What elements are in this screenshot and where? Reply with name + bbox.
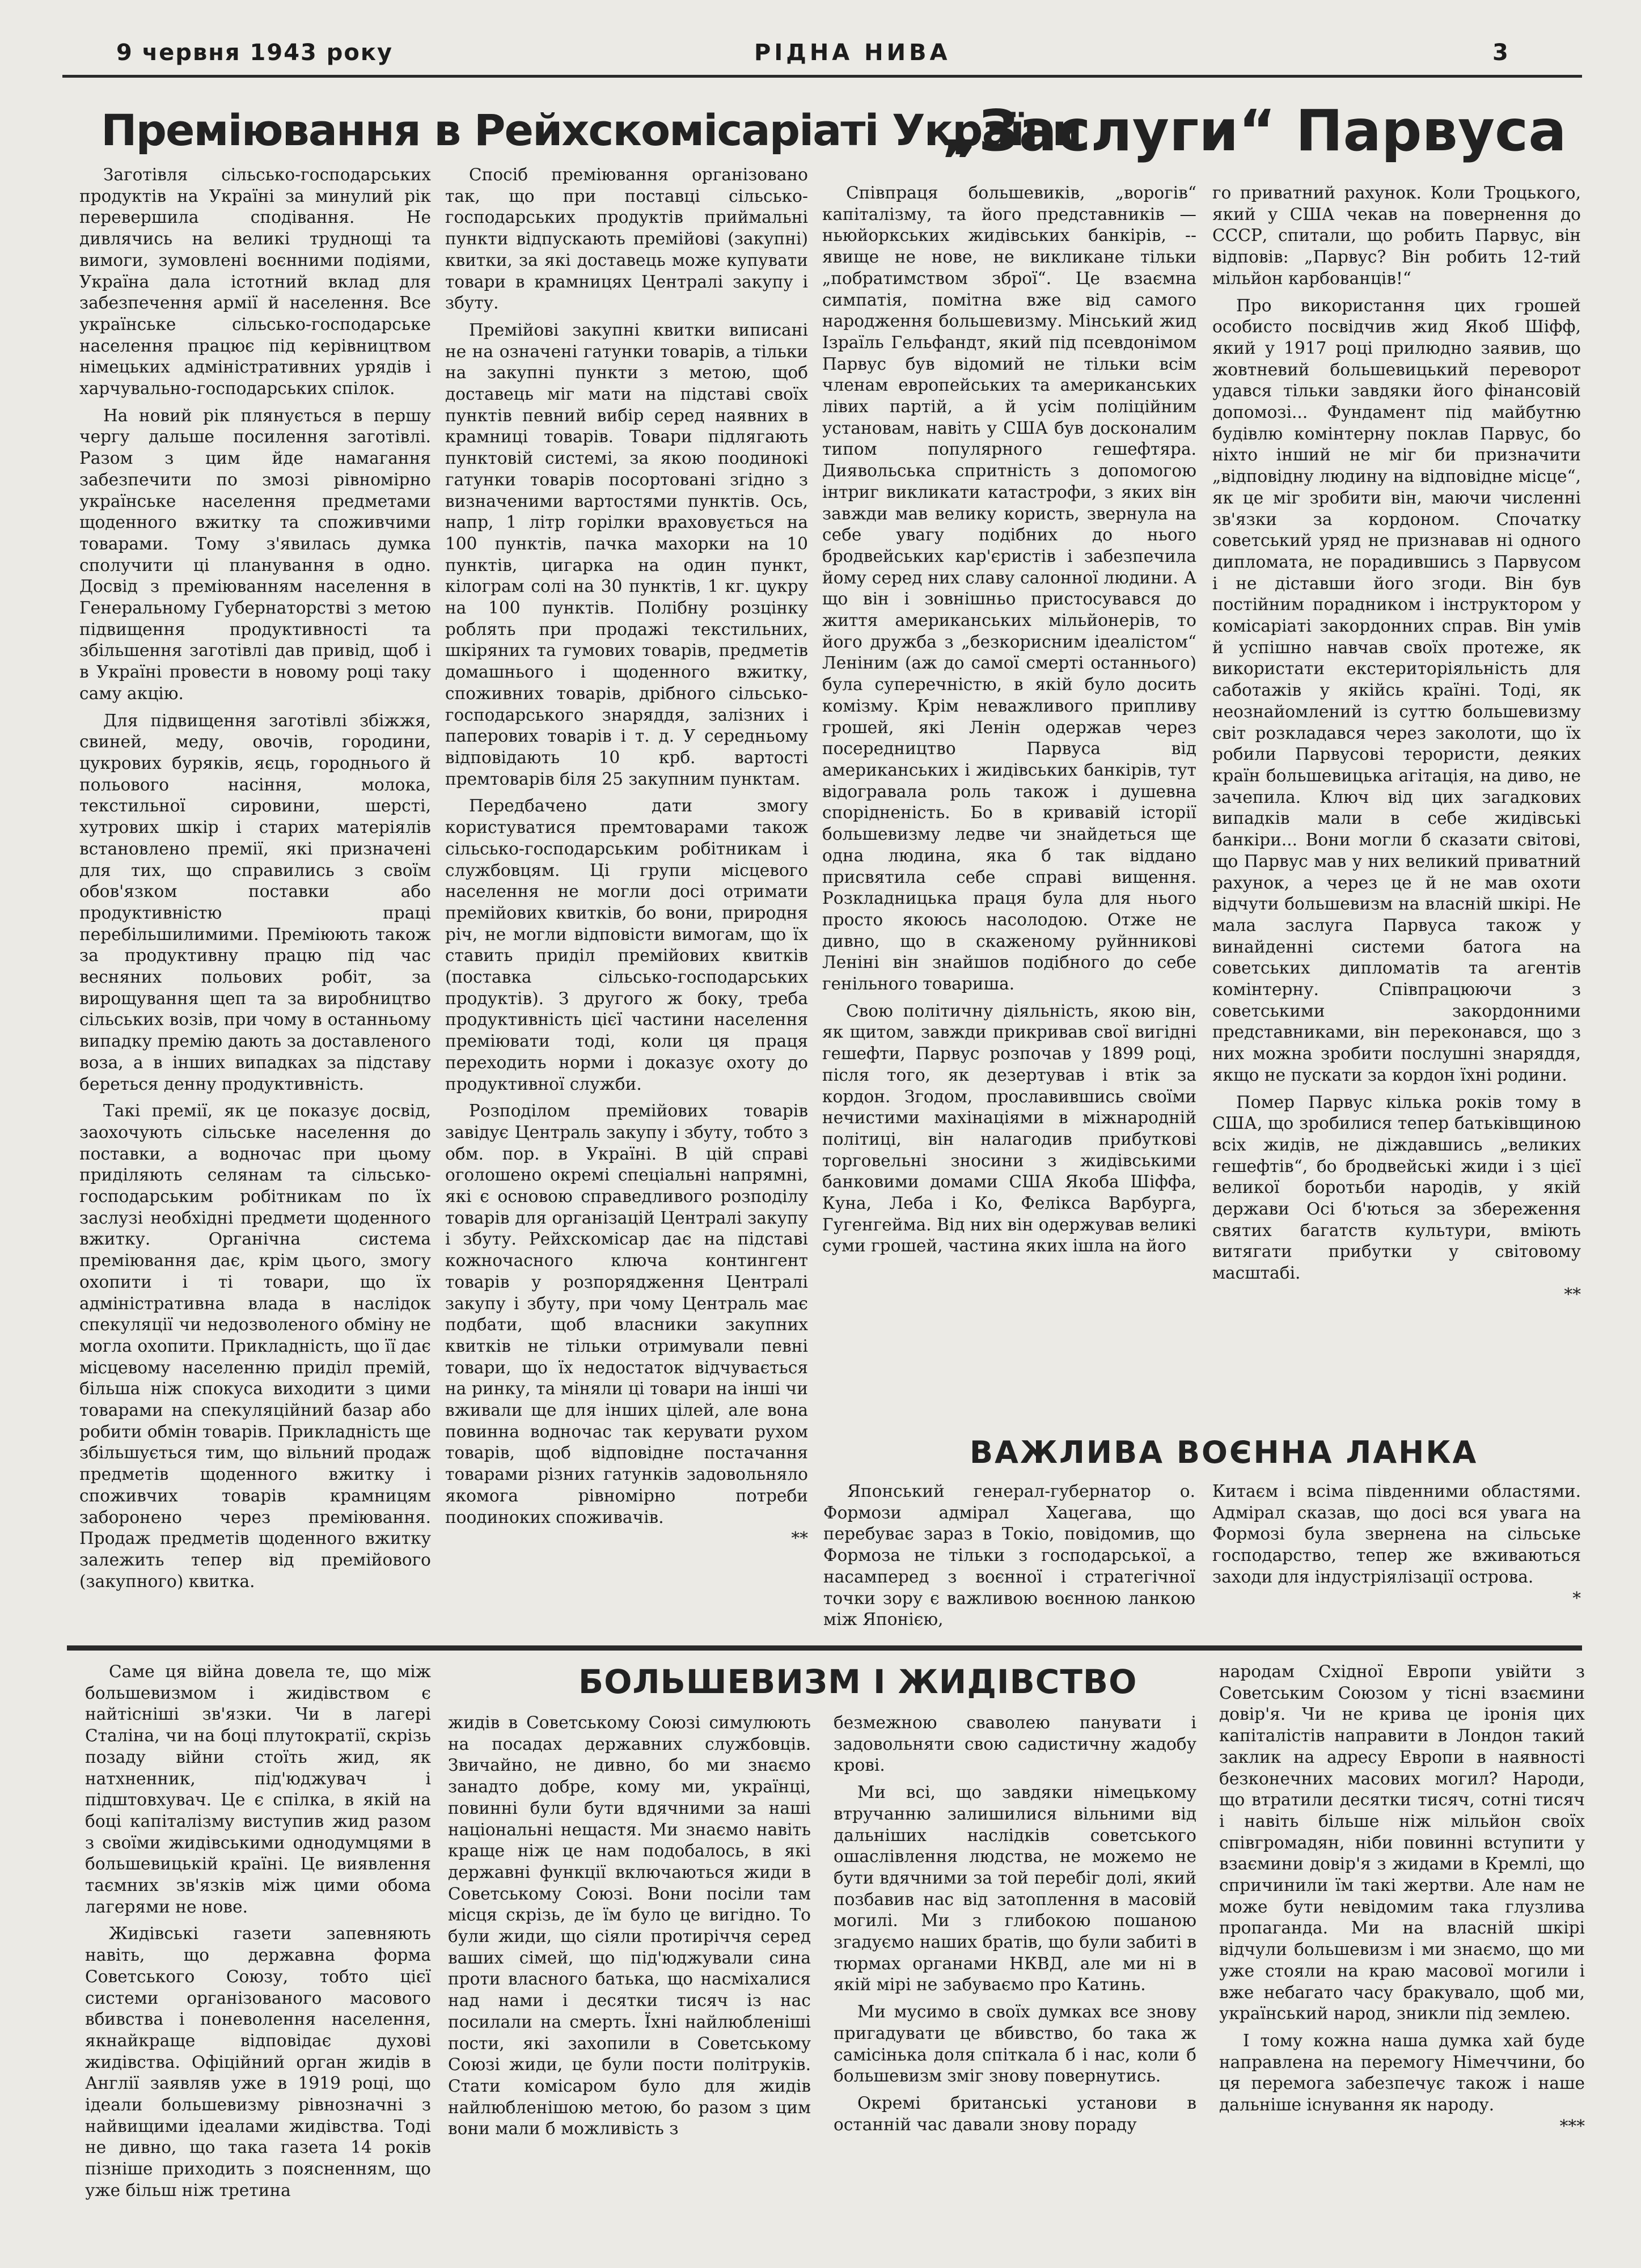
paragraph: го приватний рахунок. Коли Троцького, який у США чекав на повернення до СССР, спитали, що робить Парвус, він відповів: „Парвус? Він робить 12-тий мільйон карбованців!“: [1212, 183, 1581, 288]
paragraph: Окремі британські установи в останній час давали знову пораду: [834, 2093, 1196, 2134]
paragraph: Китаєм і всіма південними областями. Адмірал сказав, що досі вся увага на Формозі була звернена на сільське господарство, тепер же вживаються заходи для індустріялізації острова.: [1212, 1482, 1581, 1586]
paragraph: Жидівські газети запевняють навіть, що державна форма Советського Союзу, тобто цієї системи організованого масового вбивства і поневолення населення, якнайкраще відповідає духові жидівства. Офіційний орган жидів в Англії заявляв уже в 1919 році, що ідеали большевизму рівнозначні з найвищими ідеалами жидівства. Тоді не дивно, що така газета 14 років пізніше приходить з поясненням, що уже більш ніж третина: [85, 1924, 431, 2200]
paragraph: Саме ця війна довела те, що між большевизмом і жидівством є найтісніші зв'язки. Чи в лагері Сталіна, чи на боці плутократії, скрізь позаду війни стоїть жид, як натхненник, під'юджувач і підштовхувач. Це є спілка, в якій на боці капіталізму виступив жид разом з своїми жидівськими однодумцями в большевицькій країні. Це виявлення таємних зв'язків між цими обома лагерями не нове.: [85, 1662, 431, 1916]
article-signature: ***: [1559, 2116, 1585, 2136]
article-signature: **: [791, 1529, 808, 1548]
section-divider: [67, 1645, 1582, 1651]
article-bolshevism-col-4: [1219, 1661, 1585, 2234]
article-parvus-col-1: [822, 183, 1196, 1413]
paragraph: Для підвищення заготівлі збіжжя, свиней, меду, овочів, городини, цукрових буряків, яєць, городнього й польового насіння, молока, текстильної сировини, шерсті, хутрових шкір і старих матеріялів встановлено премії, які призначені для тих, що справились з своїм обов'язком поставки або продуктивністю праці перебільшилимими. Преміюють також за продуктивну працю під час весняних польових робіт, за вирощування щеп та за виробництво сільських возів, при чому в останньому випадку премію дають за доставленого воза, а в інших випадках за підставу береться денну продуктивність.: [79, 710, 431, 1094]
article-parvus-col-2: [1212, 183, 1581, 1413]
paragraph: Помер Парвус кілька років тому в США, що зробилися тепер батьківщиною всіх жидів, не діждавшись „великих гешефтів“, бо бродвейські жиди і з цієї великої боротьби народів, у якій держави Осі б'ються за збереження святих багатств культури, вміють витягати прибутки у світовому масштабі.: [1212, 1092, 1581, 1283]
article-bolshevism-col-1: [85, 1661, 431, 2234]
paragraph: народам Східної Европи увійти з Советським Союзом у тісні взаємини довір'я. Чи не крива це іронія цих капіталістів направити в Лондон такий заклик на адресу Европи в наявності безконечних масових могил? Народи, що втратили десятки тисяч, сотні тисяч і навіть більше ніж мільйон своїх співгромадян, ніби повинні вступити у взаємини довір'я з жидами в Кремлі, що спричинили їм такі жертви. Але нам не може бути невідомим така глузлива пропаганда. Ми на власній шкірі відчули большевизм і ми знаємо, що ми уже стояли на краю масової могили і вже небагато часу бракувало, щоб ми, український народ, зникли під землею.: [1219, 1662, 1585, 2024]
issue-date: 9 червня 1943 року: [116, 40, 394, 66]
article-bolshevism-title: БОЛЬШЕВИЗМ І ЖИДІВСТВО: [578, 1662, 1137, 1701]
paragraph: Розподілом премійових товарів завідує Централь закупу і збуту, тобто з обм. пор. в Україні. В цій справі оголошено окремі спеціальні напрямні, які є основою справедливого розподілу товарів для організацій Централі закупу і збуту. Рейхскомісар дає на підставі кожночасного ключа контингент товарів у розпорядження Централі закупу і збуту, при чому Централь має подбати, щоб власники закупних квитків не тільки отримували певні товари, що їх недостаток відчувається на ринку, та міняли ці товари на інші чи вживали ще для інших цілей, але вона повинна водночас так керувати рухом товарів, щоб відповідне постачання товарами різних гатунків задовольняло якомога рівномірно потреби поодиноких споживачів.: [445, 1101, 808, 1527]
article-premiums-title: Преміювання в Рейхскомісаріаті України: [101, 105, 1081, 155]
article-bolshevism-col-3: [834, 1712, 1196, 2234]
paragraph: І тому кожна наша думка хай буде направлена на перемогу Німеччини, бо ця перемога забезпечує також і наше дальніше існування як народу.: [1219, 2030, 1585, 2115]
newspaper-name: РІДНА НИВА: [754, 40, 951, 66]
paragraph: Спосіб преміювання організовано так, що при поставці сільсько-господарських продуктів приймальні пункти відпускають премійові (закупні) квитки, за які доставець може купувати товари в крамницях Централі закупу і збуту.: [445, 165, 808, 313]
paragraph: Свою політичну діяльність, якою він, як щитом, завжди прикривав свої вигідні гешефти, Парвус розпочав у 1899 році, після того, як дезертував і втік за кордон. Згодом, прославившись своїми нечистими махінаціями в міжнародній політиці, він налагодив прибуткові торговельні зносини з жидівськими банковими домами США Якоба Шіффа, Куна, Леба і Ко, Фелікса Варбурга, Гугенгейма. Від них він одержував великі суми грошей, частина яких ішла на його: [822, 1001, 1196, 1256]
paragraph: Передбачено дати змогу користуватися премтоварами також сільсько-господарським робітникам і службовцям. Ці групи місцевого населення не могли досі отримати премійових квитків, бо вони, природня річ, не могли відповісти вимогам, що їх ставить приділ премійових квитків (поставка сільсько-господарських продуктів). З другого ж боку, треба продуктивність цієї частини населення преміювати тоді, коли ця праця переходить норми і доказує охоту до продуктивної служби.: [445, 796, 808, 1094]
paragraph: Премійові закупні квитки виписані не на означені гатунки товарів, а тільки на закупні пункти з метою, щоб доставець міг мати на підставі своїх пунктів певний вибір серед наявних в крамниці товарів. Товари підлягають пунктовій системі, за якою поодинокі гатунки товарів посортовані згідно з визначеними вартостями пунктів. Ось, напр, 1 літр горілки враховується на 100 пунктів, пачка махорки на 10 пунктів, цигарка на один пункт, кілограм солі на 30 пунктів, 1 кг. цукру на 100 пунктів. Полібну розцінку роблять при продажі текстильних, шкіряних та гумових товарів, предметів домашнього і щоденного вжитку, споживних товарів, дрібного сільсько-господарського знаряддя, залізних і паперових товарів і т. д. У середньому відповідають 10 крб. вартості премтоварів біля 25 закупним пунктам.: [445, 320, 808, 789]
paragraph: жидів в Советському Союзі симулюють на посадах державних службовців. Звичайно, не дивно, бо ми знаємо занадто добре, кому ми, українці, повинні були бути вдячними за наші національні нещастя. Ми знаємо навіть краще ніж це нам подобалось, в які державні функції включаються жиди в Советському Союзі. Вони посіли там місця скрізь, де їм було це вигідно. То були жиди, що сіяли протиріччя серед ваших сімей, що під'юджували сина проти власного батька, що насміхалися над нами і десятки тисяч із нас посилали на смерть. Їхні найлюбленіші пости, які захопили в Советському Союзі жиди, це були пости політруків. Стати комісаром було для жидів найлюбленішою метою, бо разом з цим вони мали б можливість з: [448, 1713, 811, 2139]
article-premiums-col-1: [79, 164, 431, 1605]
article-bolshevism-col-2: [448, 1712, 811, 2234]
masthead-rule: [62, 75, 1582, 78]
page-number: 3: [1492, 40, 1510, 66]
paragraph: Ми всі, що завдяки німецькому втручанню залишилися вільними від дальніших наслідків советського ошаслівлення людства, не можемо не бути вдячними за той перебіг долі, який позбавив нас від затоплення в масовій могилі. Ми з глибокою пошаною згадуємо наших братів, що були забиті в тюрмах органами НКВД, але ми ні в якій мірі не забуваємо про Катинь.: [834, 1783, 1196, 1995]
paragraph: Заготівля сільсько-господарських продуктів на Україні за минулий рік перевершила сподівання. Не дивлячись на великі труднощі та вимоги, зумовлені воєнними подіями, Україна дала істотний вклад для забезпечення армії й населення. Все українське сільсько-господарське населення працює під керівництвом німецьких адміністративних урядів і харчувально-господарських спілок.: [79, 165, 431, 399]
paragraph: безмежною сваволею панувати і задовольняти свою садистичну жадобу крові.: [834, 1713, 1196, 1775]
article-war-link-title: ВАЖЛИВА ВОЄННА ЛАНКА: [970, 1435, 1478, 1470]
article-war-link-col-2: [1212, 1481, 1581, 1651]
paragraph: Про використання цих грошей особисто посвідчив жид Якоб Шіфф, який у 1917 році прилюдно заявив, що жовтневий большевицький переворот удався тільки завдяки його фінансовій допомозі... Фундамент під майбутню будівлю комінтерну поклав Парвус, бо ніхто інший не міг би призначити „відповідну людину на відповідне місце“, як це міг зробити він, маючи численні зв'язки за кордоном. Спочатку советський уряд не признавав ні одного дипломата, не порадившись з Парвусом і не діставши його згоди. Він був постійним порадником і інструктором у комісаріаті закордонних справ. Він умів й успішно навчав своїх протеже, як використати екстериторіяльність для саботажів у якійсь країні. Тоді, як неознайомлений із суттю большевизму світ розкладався через заколоти, що їх робили Парвусові терористи, деяких країн большевицька агітація, на диво, не зачепила. Ключ від цих загадкових випадків мали в себе жидівські банкіри... Вони могли б сказати світові, що Парвус мав у них великий приватний рахунок, а через це й не мав охоти відчути большевизм на власній шкірі. Не мала заслуга Парвуса також у винайденні системи батога на советських дипломатів та агентів комінтерну. Співпрацюючи з советськими закордонними представниками, він переконався, що з них можна зробити послушні знаряддя, якщо не пускати за кордон їхні родини.: [1212, 295, 1581, 1085]
paragraph: Співпраця большевиків, „ворогів“ капіталізму, та його представників — ньюйоркських жидівських банкірів, -- явище не нове, не викликане тільки „побратимством зброї“. Це взаємна симпатія, помітна вже від самого народження большевизму. Мінський жид Ізраїль Гельфандт, який під псевдонімом Парвус був відомий не тільки всім членам европейських та американських лівих партій, а й усім поліційним установам, навіть у США був досконалим типом популярного гешефтяра. Диявольська спритність з допомогою інтриг викликати катастрофи, з яких він завжди мав велику користь, звернула на себе увагу подібних до нього бродвейських кар'єристів і забезпечила йому серед них славу салонної людини. А що він і зовнішньо пристосувався до життя американських мільйонерів, то його дружба з „безкорисним ідеалістом“ Леніним (аж до самої смерті останнього) була суперечністю, в якій було досить комізму. Крім неважливого припливу грошей, які Ленін одержав через посередництво Парвуса від американських і жидівських банкірів, тут відогравала роль також і душевна спорідненість. Бо в кривавій історії большевизму ледве чи знайдеться ще одна людина, яка б так віддано присвятила себе справі вищення. Розкладницька праця була для нього просто якоюсь насолодою. Отже не дивно, що в скаженому руйнникові Леніні він знайшов подібного до себе генільного товариша.: [822, 183, 1196, 994]
article-signature: *: [1572, 1588, 1581, 1608]
paragraph: Ми мусимо в своїх думках все знову пригадувати це вбивство, бо така ж самісінька доля спіткала б і нас, коли б большевизм зміг знову повернутись.: [834, 2002, 1196, 2086]
paragraph: Такі премії, як це показує досвід, заохочують сільське населення до поставки, а водночас при цьому приділяють селянам та сільсько-господарським робітникам по їх заслузі необхідні предмети щоденного вжитку. Органічна система преміювання дає, крім цього, змогу охопити і ті товари, що їх адміністративна влада в наслідок спекуляції чи недозволеного обміну не могла охопити. Прикладність, що її дає місцевому населенню приділ премій, більша ніж спокуса виходити з цими товарами на спекуляційний базар або робити обмін товарів. Прикладність ще збільшується тим, що вільний продаж предметів щоденного вжитку і споживчих товарів крамницям заборонено через преміювання. Продаж предметів щоденного вжитку залежить тепер від премійового (закупного) квитка.: [79, 1101, 431, 1591]
paragraph: На новий рік плянується в першу чергу дальше посилення заготівлі. Разом з цим йде намагання забезпечити по змозі рівномірно українське населення предметами щоденного вжитку та споживчими товарами. Тому з'явилась думка сполучити ці планування в одно. Досвід з преміюванням населення в Генеральному Губернаторстві з метою підвищення продуктивності та збільшення заготівлі дав привід, щоб і в Україні провести в новому році таку саму акцію.: [79, 405, 431, 703]
article-signature: **: [1564, 1284, 1581, 1304]
paragraph: Японський генерал-губернатор о. Формози адмірал Хацегава, що перебуває зараз в Токіо, повідомив, що Формоза не тільки з господарської, а насамперед з воєнної і стратегічної точки зору є важливою воєнною ланкою між Японією,: [823, 1482, 1195, 1630]
article-war-link-col-1: [823, 1481, 1195, 1651]
article-parvus-title: „Заслуги“ Парвуса: [941, 98, 1567, 164]
article-premiums-col-2: [445, 164, 808, 1633]
